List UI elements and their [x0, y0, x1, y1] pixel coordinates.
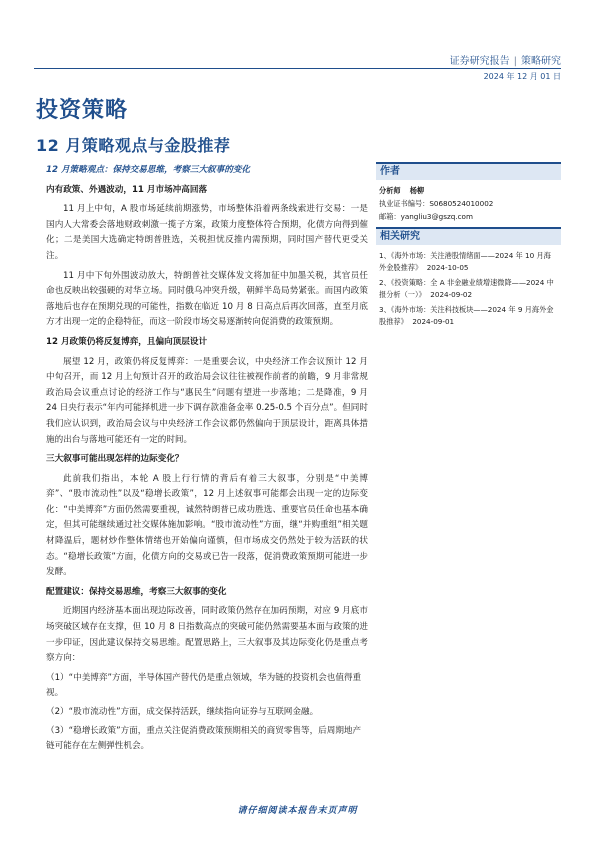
related-report[interactable]: [379, 304, 558, 328]
body-paragraph: 11 月上中旬，A 股市场延续前期涨势，市场整体沿着两条线索进行交易：一是国内人大常委会落地财政刺激一揽子方案，政策力度整体符合预期，化债方向得到催化；二是美国大选确定特朗普胜选，关税担忧反推内需预期，同时国产替代更受关注。: [46, 204, 368, 261]
related-report-date: 2024-10-05: [426, 263, 469, 272]
section-heading: 三大叙事可能出现怎样的边际变化？: [46, 454, 184, 465]
cert-number: S0680524010002: [429, 199, 494, 208]
analyst-row: [379, 185, 558, 197]
body-paragraph: 此前我们指出，本轮 A 股上行行情的背后有着三大叙事，分别是“中美博弈”、“股市流动性”以及“稳增长政策”，12 月上述叙事可能都会出现一定的边际变化：“中美博弈”方面仍然需要重视，诚然特朗普已成功胜选、重要官员任命也基本确定，但其可能继续通过社交媒体施加影响。“股市流动性”方面，继“并购重组”相关题材降温后，题材炒作整体情绪也开始偏向谨慎，但市场成交仍然处于较为活跃的状态。“稳增长政策”方面，化债方向的交易或已告一段落，促消费政策预期可能进一步发酵。: [46, 473, 368, 578]
list-item: （1）“中美博弈”方面，半导体国产替代仍是重点领域，华为链的投资机会也值得重视。: [46, 672, 362, 699]
report-date: 2024 年 12 月 01 日: [483, 72, 561, 81]
analyst-label: 分析师: [379, 186, 401, 195]
email-row: [379, 211, 558, 223]
related-report-title: 3、《海外市场：关注科技板块——2024 年 9 月海外金股推荐》: [379, 305, 554, 326]
sidebar: [376, 162, 561, 331]
header-separator: |: [513, 56, 517, 67]
cert-label: 执业证书编号：: [379, 199, 430, 208]
list-item: （3）“稳增长政策”方面，重点关注促消费政策预期相关的商贸零售等，后周期地产链可能存在左侧弹性机会。: [46, 725, 362, 752]
author-heading: 作者: [376, 162, 561, 180]
section-heading: 12 月政策仍将反复博弈，且偏向顶层设计: [46, 336, 208, 347]
report-header: [450, 52, 561, 67]
report-subtitle: 12 月策略观点：保持交易思维，考察三大叙事的变化: [46, 165, 251, 175]
related-report-title: 1、《海外市场：关注港股情绪面——2024 年 10 月海外金股推荐》: [379, 251, 551, 272]
document-title: 12 月策略观点与金股推荐: [36, 136, 231, 155]
report-category: 策略研究: [521, 56, 561, 67]
body-paragraph: 近期国内经济基本面出现边际改善，同时政策仍然存在加码预期，对应 9 月底市场突破区域存在支撑，但 10 月 8 日指数高点的突破可能仍然需要基本面与政策的进一步印证，因此建议保持交易思维。配置思路上，三大叙事及其边际变化仍是重点考察方向：: [46, 606, 368, 664]
related-report-date: 2024-09-02: [430, 290, 473, 299]
email-link[interactable]: yangliu3@gszq.com: [400, 212, 473, 221]
related-report-title: 2、《投资策略：全 A 非金融业绩增速微降——2024 中报分析（一）》: [379, 278, 554, 299]
section-heading: 内有政策、外遇波动，11 月市场冲高回落: [46, 184, 208, 195]
related-report[interactable]: [379, 277, 558, 301]
related-report-date: 2024-09-01: [412, 317, 455, 326]
disclaimer-footer: 请仔细阅读本报告末页声明: [237, 806, 358, 816]
main-column: [36, 163, 368, 758]
report-type: 证券研究报告: [449, 56, 510, 67]
header-rule: [34, 68, 561, 69]
email-label: 邮箱：: [379, 212, 401, 221]
category-title: 投资策略: [36, 98, 129, 123]
related-report[interactable]: [379, 250, 558, 274]
body-paragraph: 11 月中下旬外围波动放大，特朗普社交媒体发文将加征中加墨关税，其官员任命也反映出较强硬的对华立场。同时俄乌冲突升级，朝鲜半岛局势紧张。而国内政策落地后也存在预期兑现的可能性，指数在临近 10 月 8 日高点后再次回落，直至月底方才出现一定的企稳特征，而这一阶段市场交易逐渐转向促消费的政策预期。: [46, 270, 368, 328]
list-item: （2）“股市流动性”方面，成交保持活跃，继续指向证券与互联网金融。: [46, 707, 319, 717]
body-paragraph: 展望 12 月，政策仍将反复博弈：一是重要会议，中央经济工作会议预计 12 月中旬召开，而 12 月上旬预计召开的政治局会议往往被视作前者的前瞻，9 月非常规政治局会议重点讨论的经济工作与“惠民生”问题有望进一步落地；二是降准，9 月 24 日央行表示“年内可能择机进一步下调存款准备金率 0.25-0.5 个百分点”。但同时我们应认识到，政治局会议与中央经济工作会议都仍然偏向于顶层设计，距离具体措施的出台与落地可能还有一定的时间。: [46, 356, 368, 445]
analyst-name: 杨柳: [409, 186, 425, 195]
cert-row: [379, 198, 558, 210]
section-heading: 配置建议：保持交易思维，考察三大叙事的变化: [46, 586, 227, 597]
related-heading: 相关研究: [376, 227, 561, 245]
